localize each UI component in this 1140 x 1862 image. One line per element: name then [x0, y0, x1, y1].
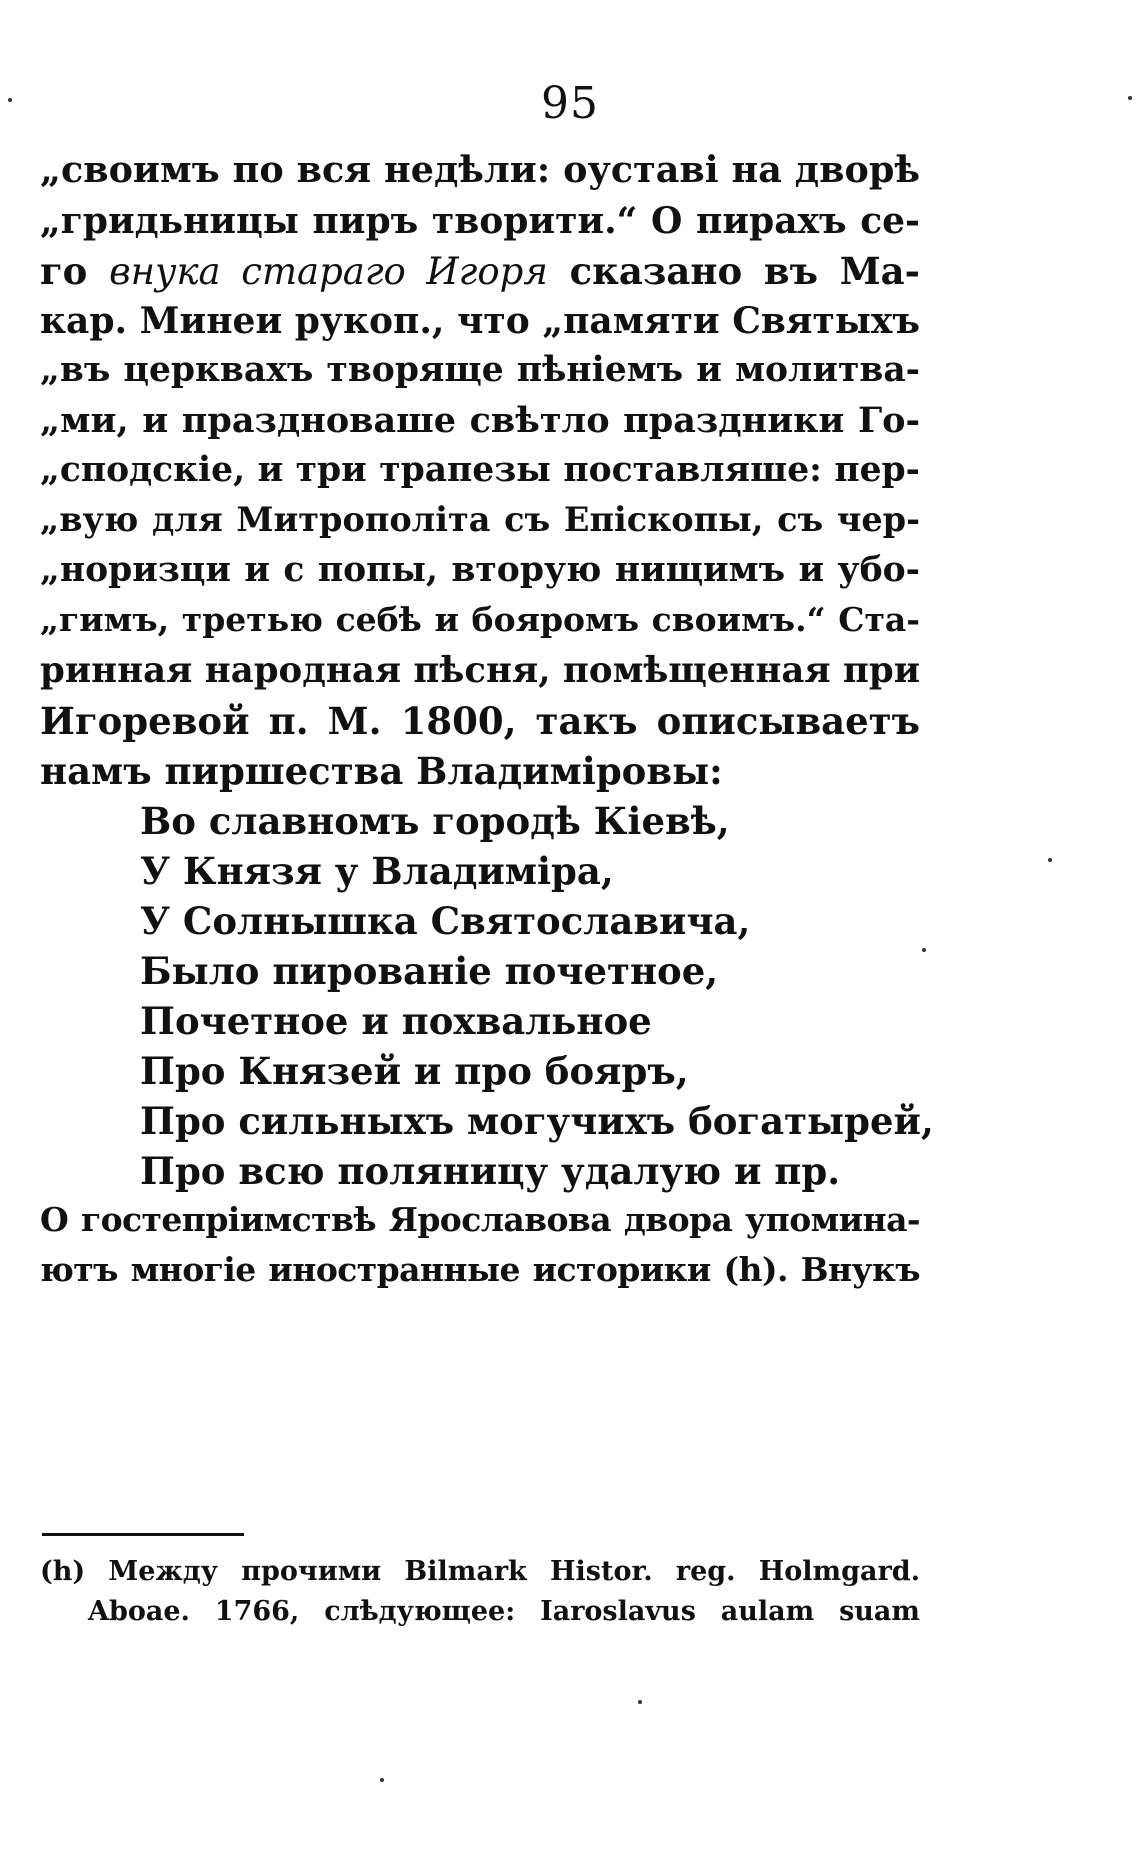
verse-line: Про Князей и про бояръ, — [140, 1049, 689, 1093]
text-line: намъ пиршества Владиміровы: — [40, 749, 723, 793]
footnote-line: (h) Между прочими Bilmark Histor. reg. Holmgard. — [40, 1556, 920, 1587]
footnote-rule — [42, 1533, 244, 1536]
text-line: „сподскіе, и три трапезы поставляше: пер- — [40, 450, 920, 490]
text-line: „гимъ, третью себѣ и бояромъ своимъ.“ Ста- — [40, 600, 920, 639]
text-line: „норизци и с попы, вторую нищимъ и убо- — [40, 550, 920, 590]
text-line: Игоревой п. М. 1800, такъ описываетъ — [40, 699, 920, 743]
text-line: „вую для Митрополіта съ Епіскопы, съ чер- — [40, 500, 920, 539]
verse-line: У Князя у Владиміра, — [140, 849, 614, 893]
text-line: „гридьницы пиръ творити.“ О пирахъ се- — [40, 200, 920, 242]
text-line: ринная народная пѣсня, помѣщенная при — [40, 650, 921, 691]
paper-speck — [638, 1700, 642, 1704]
text-line: „въ церквахъ творяще пѣніемъ и молитва- — [40, 350, 920, 390]
text-line: ютъ многіе иностранные историки (h). Внукъ — [40, 1250, 920, 1289]
paper-speck — [8, 98, 12, 102]
paper-speck — [1128, 96, 1132, 100]
paper-speck — [1048, 858, 1052, 862]
verse-line: Было пированіе почетное, — [140, 949, 719, 993]
paper-speck — [922, 948, 926, 952]
text-line: „ми, и праздноваше свѣтло праздники Го- — [40, 400, 920, 441]
verse-line: Во славномъ городѣ Кіевѣ, — [140, 799, 730, 843]
verse-line: Про сильныхъ могучихъ богатырей, — [140, 1099, 934, 1143]
verse-line: У Солнышка Святославича, — [140, 899, 751, 943]
verse-line: Про всю поляницу удалую и пр. — [140, 1149, 841, 1193]
page-number: 95 — [541, 78, 599, 129]
italic-phrase: внука стараго Игоря — [109, 250, 548, 293]
text-line: кар. Минеи рукоп., что „памяти Святыхъ — [40, 300, 920, 342]
footnote-line: Aboae. 1766, слѣдующее: Iaroslavus aulam suam — [88, 1596, 920, 1627]
text-line: О гостепріимствѣ Ярославова двора упомина- — [40, 1200, 920, 1239]
text-line — [40, 249, 920, 293]
text-line: „своимъ по вся недѣли: оуставі на дворѣ — [40, 148, 920, 191]
text-span: го — [40, 249, 88, 293]
verse-line: Почетное и похвальное — [140, 999, 652, 1043]
paper-speck — [380, 1778, 384, 1782]
text-span: сказано въ Ма- — [569, 249, 920, 293]
